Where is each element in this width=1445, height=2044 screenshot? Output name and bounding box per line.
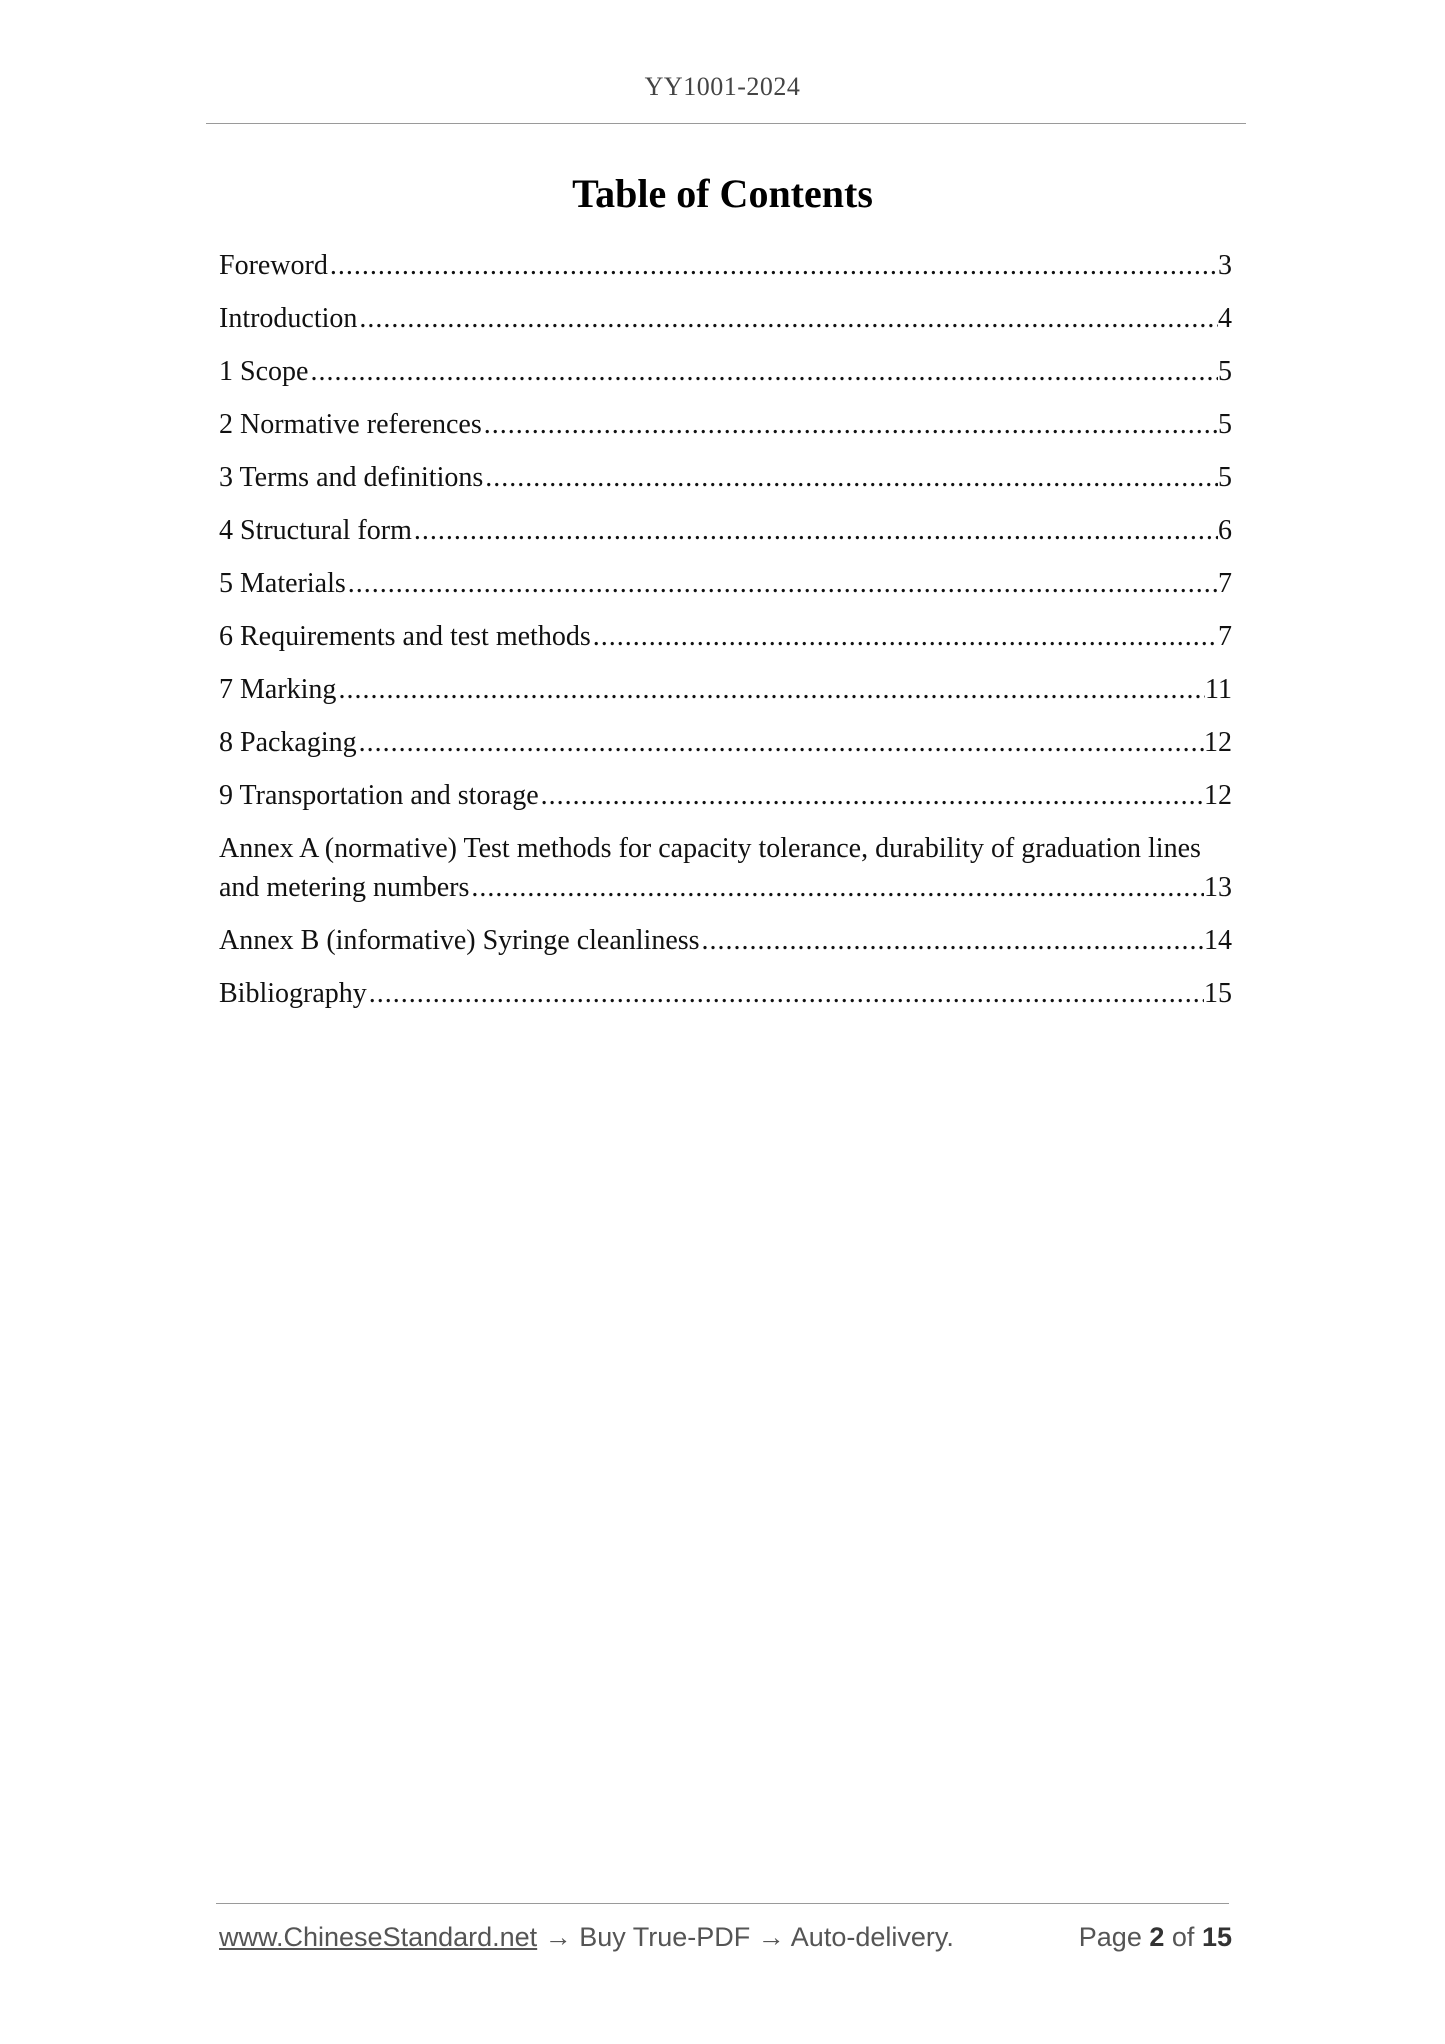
dot-leader bbox=[591, 617, 1218, 656]
toc-entry-label: Bibliography bbox=[219, 978, 367, 1009]
toc-entry-label: 6 Requirements and test methods bbox=[219, 621, 591, 652]
current-page-number: 2 bbox=[1149, 1922, 1165, 1952]
toc-entry-terms-and-definitions[interactable] bbox=[219, 458, 1232, 497]
footer-divider bbox=[216, 1903, 1229, 1904]
toc-entry-packaging[interactable] bbox=[219, 723, 1232, 762]
toc-entry-label: 1 Scope bbox=[219, 356, 309, 387]
dot-leader bbox=[308, 352, 1218, 391]
page-word: Page bbox=[1078, 1922, 1142, 1952]
toc-entry-label: 4 Structural form bbox=[219, 515, 412, 546]
toc-entry-foreword[interactable] bbox=[219, 246, 1232, 285]
toc-entry-label: Foreword bbox=[219, 250, 328, 281]
toc-entry-label: Introduction bbox=[219, 303, 358, 334]
arrow-right-icon: → bbox=[544, 1922, 572, 1952]
dot-leader bbox=[482, 405, 1218, 444]
dot-leader bbox=[483, 458, 1218, 497]
toc-page-number: 5 bbox=[1218, 462, 1232, 493]
toc-page-number: 11 bbox=[1205, 674, 1232, 705]
toc-entry-label: 5 Materials bbox=[219, 568, 346, 599]
toc-entry-bibliography[interactable] bbox=[219, 974, 1232, 1013]
page-footer bbox=[219, 1922, 1232, 1962]
toc-entry-structural-form[interactable] bbox=[219, 511, 1232, 550]
toc-entry-normative-references[interactable] bbox=[219, 405, 1232, 444]
of-word: of bbox=[1171, 1922, 1195, 1952]
arrow-right-icon: → bbox=[757, 1922, 785, 1952]
toc-page-number: 7 bbox=[1218, 621, 1232, 652]
toc-entry-label: 8 Packaging bbox=[219, 727, 357, 758]
table-of-contents bbox=[219, 246, 1232, 1027]
dot-leader bbox=[346, 564, 1218, 603]
total-pages-number: 15 bbox=[1201, 1922, 1232, 1952]
dot-leader bbox=[336, 670, 1205, 709]
toc-entry-label-line2: and metering numbers bbox=[219, 872, 470, 903]
toc-page-number: 5 bbox=[1218, 356, 1232, 387]
toc-page-number: 3 bbox=[1218, 250, 1232, 281]
toc-entry-annex-a[interactable] bbox=[219, 829, 1232, 907]
toc-page-number: 13 bbox=[1204, 872, 1232, 903]
toc-page-number: 7 bbox=[1218, 568, 1232, 599]
dot-leader bbox=[469, 868, 1204, 907]
toc-entry-scope[interactable] bbox=[219, 352, 1232, 391]
toc-entry-label: 2 Normative references bbox=[219, 409, 482, 440]
toc-entry-label: 7 Marking bbox=[219, 674, 337, 705]
footer-promo bbox=[219, 1922, 954, 1953]
header-divider bbox=[206, 123, 1246, 124]
toc-entry-label: 3 Terms and definitions bbox=[219, 462, 484, 493]
toc-entry-annex-b[interactable] bbox=[219, 921, 1232, 960]
dot-leader bbox=[367, 974, 1204, 1013]
toc-page-number: 14 bbox=[1204, 925, 1232, 956]
buy-true-pdf-text: Buy True-PDF bbox=[579, 1922, 751, 1952]
toc-page-number: 4 bbox=[1218, 303, 1232, 334]
toc-entry-requirements-and-test-methods[interactable] bbox=[219, 617, 1232, 656]
dot-leader bbox=[700, 921, 1204, 960]
running-header: YY1001-2024 bbox=[644, 72, 801, 101]
page-counter bbox=[1079, 1922, 1232, 1953]
auto-delivery-text: Auto-delivery. bbox=[790, 1922, 954, 1952]
toc-entry-transportation-and-storage[interactable] bbox=[219, 776, 1232, 815]
toc-entry-marking[interactable] bbox=[219, 670, 1232, 709]
toc-page-number: 12 bbox=[1204, 780, 1232, 811]
toc-entry-label: Annex B (informative) Syringe cleanliness bbox=[219, 925, 700, 956]
website-link[interactable]: www.ChineseStandard.net bbox=[219, 1922, 538, 1952]
toc-entry-introduction[interactable] bbox=[219, 299, 1232, 338]
dot-leader bbox=[328, 246, 1218, 285]
toc-page-number: 5 bbox=[1218, 409, 1232, 440]
toc-page-number: 6 bbox=[1218, 515, 1232, 546]
dot-leader bbox=[412, 511, 1218, 550]
dot-leader bbox=[357, 723, 1204, 762]
toc-page-number: 12 bbox=[1204, 727, 1232, 758]
page-title: Table of Contents bbox=[572, 171, 873, 216]
dot-leader bbox=[357, 299, 1218, 338]
toc-entry-label-line1: Annex A (normative) Test methods for capacity tolerance, durability of graduation lines bbox=[219, 833, 1201, 864]
toc-page-number: 15 bbox=[1204, 978, 1232, 1009]
dot-leader bbox=[539, 776, 1204, 815]
toc-entry-label: 9 Transportation and storage bbox=[219, 780, 539, 811]
toc-entry-materials[interactable] bbox=[219, 564, 1232, 603]
